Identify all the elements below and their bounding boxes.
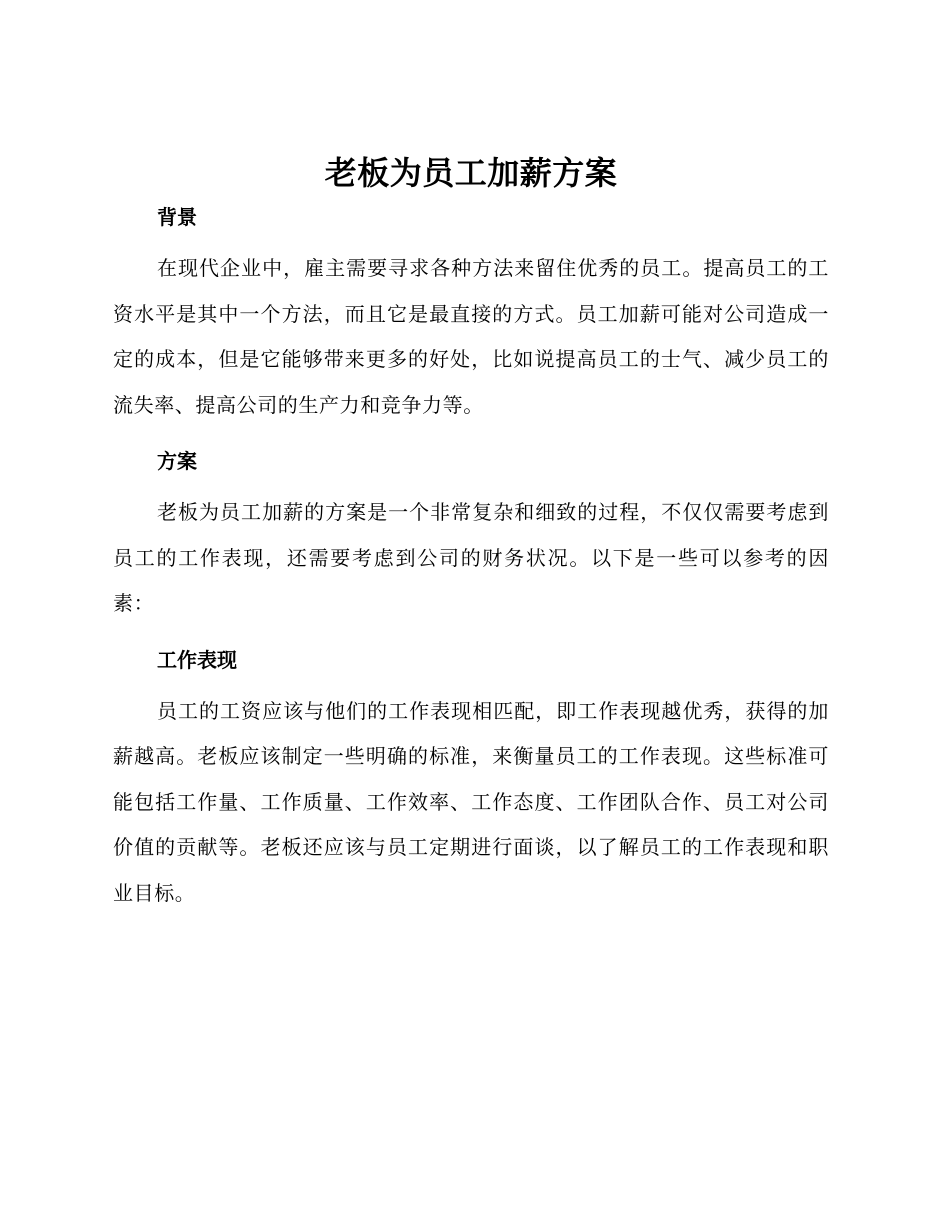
section-paragraph-background: 在现代企业中，雇主需要寻求各种方法来留住优秀的员工。提高员工的工资水平是其中一个方法，而且它是最直接的方式。员工加薪可能对公司造成一定的成本，但是它能够带来更多的好处，比如说提高员工的士气、减少员工的流失率、提高公司的生产力和竞争力等。 [113, 256, 829, 417]
section-heading-background: 背景 [157, 205, 197, 229]
section-work-performance [113, 645, 829, 917]
section-heading-work-performance: 工作表现 [157, 647, 237, 672]
section-background [113, 202, 829, 428]
section-heading-plan: 方案 [157, 449, 197, 473]
document-title: 老板为员工加薪方案 [324, 154, 618, 192]
section-paragraph-work-performance: 员工的工资应该与他们的工作表现相匹配，即工作表现越优秀，获得的加薪越高。老板应该制定一些明确的标准，来衡量员工的工作表现。这些标准可能包括工作量、工作质量、工作效率、工作态度、工作团队合作、员工对公司价值的贡献等。老板还应该与员工定期进行面谈，以了解员工的工作表现和职业目标。 [113, 698, 829, 905]
section-paragraph-plan: 老板为员工加薪的方案是一个非常复杂和细致的过程，不仅仅需要考虑到员工的工作表现，还需要考虑到公司的财务状况。以下是一些可以参考的因素： [113, 500, 829, 615]
document-page [113, 150, 829, 916]
section-plan [113, 446, 829, 627]
